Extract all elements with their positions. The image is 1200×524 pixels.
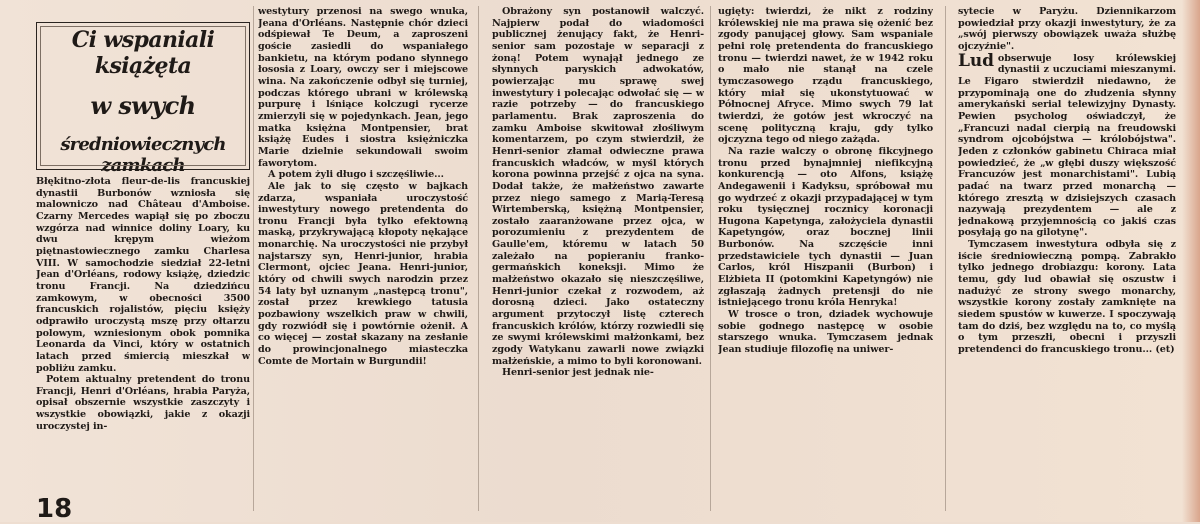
headline-line-2: w swych: [90, 91, 196, 120]
paragraph: westytury przenosi na swego wnuka, Jeana d'Orléans. Następnie chór dzieci odśpiewał Te Deum, a zaproszeni goście zasiedli do wspaniałego bankietu, na którym podano słynnego łososia z Loary, owczy ser i miejscowe wina. Na zakończenie odbył się turniej, podczas którego ubrani w królewską purpurę i lśniące kolczugi rycerze zmierzyli się w pojedynkach. Jean, jego matka księżna Montpensier, brat książę Eudes i siostra księżniczka Marie dzielnie sekundowali swoim faworytom.: [258, 6, 468, 169]
article-column-2: [258, 6, 468, 511]
paragraph: Obrażony syn postanowił walczyć. Najpierw podał do wiadomości publicznej żenujący fakt, że Henri-senior sam pozostaje w separacji z żoną! Potem wynajął jednego ze słynnych paryskich adwokatów, powierzając mu sprawę swej inwestytury i polecając odwołać się — w razie potrzeby — do francuskiego parlamentu. Brak zaproszenia do zamku Amboise skwitował złośliwym komentarzem, po czym stwierdził, że Henri-senior złamał odwieczne prawa francuskich władców, w myśl których korona powinna przejść z ojca na syna. Dodał także, że małżeństwo zawarte przez niego samego z Marią-Teresą Wirtemberską, księżną Montpensier, zostało zaaranżowane przez ojca, w porozumieniu z prezydentem de Gaulle'em, któremu w latach 50 zależało na popieraniu franko-germańskich koneksji. Mimo że małżeństwo okazało się nieszczęśliwe, Henri-junior czekał z rozwodem, aż dorosną dzieci. Jako ostateczny argument przytoczył listę czterech francuskich królów, którzy rozwiedli się ze swymi królewskimi małżonkami, bez zgody Watykanu zawarli nowe związki małżeńskie, a mimo to byli koronowani.: [492, 6, 704, 367]
headline-line-3: średniowiecznych zamkach: [60, 134, 226, 176]
article-column-4: [718, 6, 933, 511]
article-column-3: [492, 6, 704, 511]
drop-word-lud: Lud: [958, 50, 994, 71]
headline-box: [36, 22, 250, 176]
column-divider: [478, 6, 479, 511]
paragraph: sytecie w Paryżu. Dziennikarzom powiedział przy okazji inwestytury, że za „swój pierwszy obowiązek uważa służbę ojczyźnie".: [958, 6, 1176, 52]
article-column-1: [36, 176, 250, 476]
column-divider: [253, 6, 254, 511]
paragraph: Potem aktualny pretendent do tronu Francji, Henri d'Orléans, hrabia Paryża, opisał obszernie wszystkie zaszczyty i wszystkie obowiązki, jakie z okazji uroczystej in-: [36, 374, 250, 432]
paragraph: A potem żyli długo i szczęśliwie...: [268, 169, 444, 181]
paragraph: Ale jak to się często w bajkach zdarza, wspaniała uroczystość inwestytury nowego pretendenta do tronu Francji była tylko efektowną maską, przykrywającą kłopoty nękające monarchię. Na uroczystości nie przybył najstarszy syn, Henri-junior, hrabia Clermont, ojciec Jeana. Henri-junior, który od chwili swych narodzin przez 54 laty był uznanym „następcą tronu", został przez krewkiego tatusia pozbawiony wszelkich praw w chwili, gdy rozwiódł się i powtórnie ożenił. A co więcej — został skazany na zesłanie do prowincjonalnego miasteczka Comte de Mortain w Burgundii!: [258, 180, 468, 367]
paragraph: W trosce o tron, dziadek wychowuje sobie godnego następcę w osobie starszego wnuka. Tymczasem jednak Jean studiuje filozofię na uniwer-: [718, 309, 933, 356]
headline-line-1: Ci wspaniali książęta: [71, 27, 215, 79]
paragraph: Błękitno-złota fleur-de-lis francuskiej dynastii Burbonów wzniosła się malowniczo nad Château d'Amboise. Czarny Mercedes wapiął się po zboczu wzgórza nad winnice doliny Loary, ku dwu krępym wieżom piętnastowiecznego zamku Charlesa VIII. W samochodzie siedział 22-letni Jean d'Orléans, rodowy książę, dziedzic tronu Francji. Na dziedzińcu zamkowym, w obecności 3500 francuskich rojalistów, pięciu księży odprawiło uroczystą mszę przy ołtarzu polowym, wzniesionym obok pomnika Leonarda da Vinci, który w ostatnich latach przed śmiercią mieszkał w pobliżu zamku.: [36, 176, 250, 374]
page-number: 18: [36, 494, 73, 524]
paragraph: Na razie walczy o obronę fikcyjnego tronu przed bynajmniej niefikcyjną konkurencją — oto Alfons, książę Andegawenii i Kadyksu, spróbował mu go wydrzeć z okazji przypadającej w tym roku tysięcznej rocznicy koronacji Hugona Kapetynga, założyciela dynastii Kapetyngów, oraz bocznej linii Burbonów. Na szczęście inni przedstawiciele tych dynastii — Juan Carlos, król Hiszpanii (Burbon) i Elżbieta II (potomkini Kapetyngów) nie zgłaszają żadnych pretensji do nie istniejącego tronu króla Henryka!: [718, 145, 933, 309]
paragraph-text: obserwuje losy królewskiej dynastii z uczuciami mieszanymi. Le Figaro stwierdził niedawno, że przypominają one do złudzenia słynny amerykański serial telewizyjny Dynasty. Pewien psycholog oświadczył, że „Francuzi nadal cierpią na freudowski syndrom ojcobójstwa — królobójstwa". Jeden z członków gabinetu Chiraca miał powiedzieć, że „w głębi duszy większość Francuzów jest monarchistami". Lubią padać na twarz przed monarchą — którego zresztą w dzisiejszych czasach nazywają prezydentem — ale z jednakową przyjemnością co jakiś czas posyłają go na gilotynę".: [958, 52, 1176, 239]
paragraph: [958, 50, 1176, 240]
article-column-5: [958, 6, 1176, 511]
paragraph: Henri-senior jest jednak nie-: [502, 367, 654, 379]
column-divider: [710, 6, 711, 511]
paragraph: ugięty: twierdzi, że nikt z rodziny królewskiej nie ma prawa się ożenić bez zgody panującej głowy. Sam wspaniale pełni rolę pretendenta do francuskiego tronu — twierdzi nawet, że w 1942 roku o mało nie stanął na czele tymczasowego rządu francuskiego, który miał się ukonstytuować w Północnej Afryce. Mimo swych 79 lat twierdzi, że gotów jest wkroczyć na scenę polityczną kraju, gdy tylko ojczyzna tego od niego zażąda.: [718, 6, 933, 146]
paragraph: Tymczasem inwestytura odbyła się z iście średniowieczną pompą. Zabrakło tylko jednego drobiazgu: korony. Lata temu, gdy lud obawiał się oszustw i nadużyć ze strony swego monarchy, wszystkie korony zostały zamknięte na siedem spustów w kuwerze. I spoczywają tam do dziś, bez względu na to, co myślą o tym przeszłi, obecni i przyszli pretendenci do francuskiego tronu... (et): [958, 239, 1176, 356]
column-divider: [945, 6, 946, 511]
